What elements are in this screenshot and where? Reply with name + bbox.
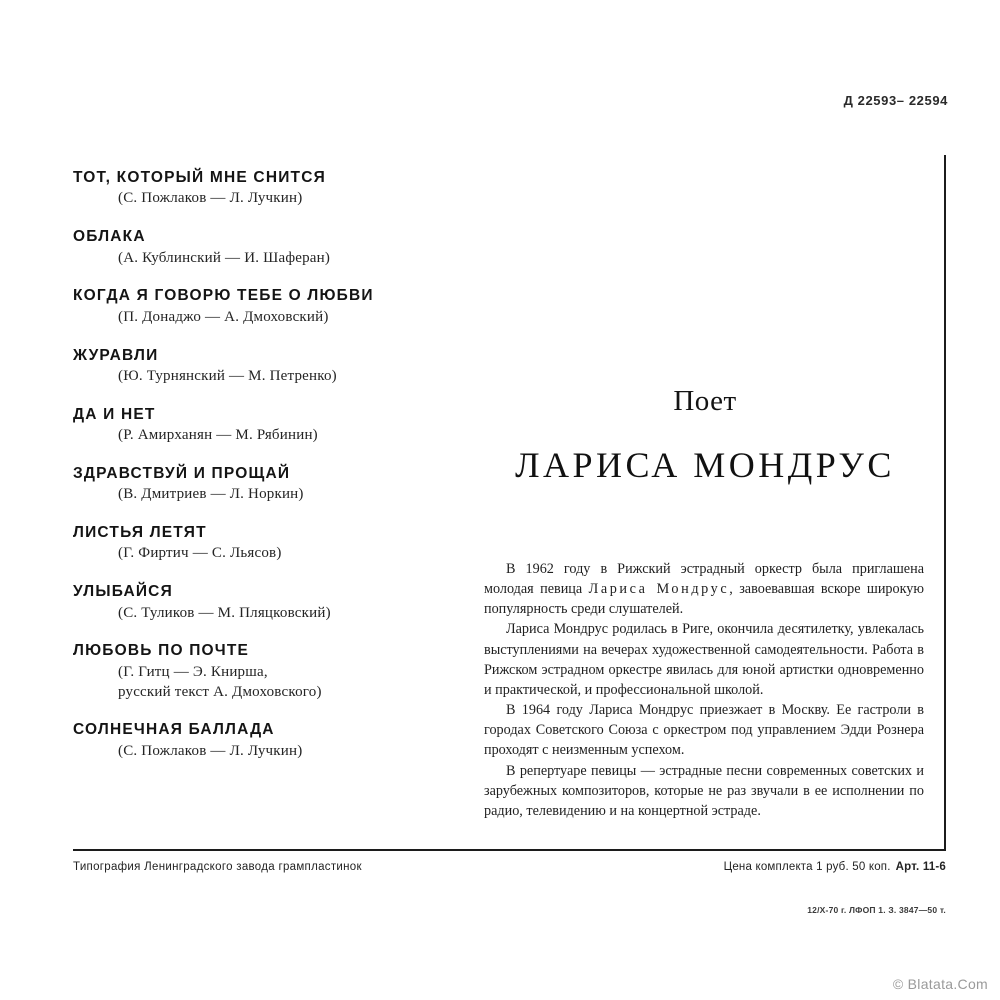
track-item: [73, 720, 443, 761]
track-credit: (П. Донаджо — А. Дмоховский): [118, 308, 329, 325]
vertical-divider-rule: [944, 155, 946, 851]
biography-paragraph-1: [484, 559, 924, 619]
track-credit: (С. Пожлаков — Л. Лучкин): [118, 742, 303, 759]
price-label: Цена комплекта 1 руб. 50 коп.: [723, 861, 891, 873]
track-title: ОБЛАКА: [73, 228, 146, 246]
biography-text: [484, 559, 924, 821]
track-credit: (Ю. Турнянский — М. Петренко): [118, 367, 337, 384]
track-title: ДА И НЕТ: [73, 405, 156, 423]
track-credit: (Г. Гитц — Э. Книрша,: [118, 663, 268, 680]
track-item: [73, 346, 443, 387]
print-imprint-line: 12/X-70 г. ЛФОП 1. З. 3847—50 т.: [807, 905, 946, 915]
track-item: [73, 286, 443, 327]
track-title: ЛИСТЬЯ ЛЕТЯТ: [73, 524, 207, 542]
printer-credit: Типография Ленинградского завода грампластинок: [73, 861, 362, 873]
catalog-number: Д 22593– 22594: [843, 93, 948, 108]
biography-paragraph-4: В репертуаре певицы — эстрадные песни современных советских и зарубежных композиторов, которые не раз звучали в ее исполнении по радио, телевидению и на концертной эстраде.: [484, 762, 924, 819]
bio-p1-before: В 1962 году в Рижский эстрадный оркестр была приглашена молодая певица: [484, 561, 924, 598]
watermark: © Blatata.Com: [892, 976, 988, 992]
track-item: [73, 641, 443, 702]
presents-label: Поет: [673, 385, 737, 417]
track-item: [73, 523, 443, 564]
track-credit: (В. Дмитриев — Л. Норкин): [118, 486, 304, 503]
track-credit: (А. Кублинский — И. Шаферан): [118, 249, 331, 266]
track-title: ТОТ, КОТОРЫЙ МНЕ СНИТСЯ: [73, 169, 326, 186]
track-item: [73, 227, 443, 268]
track-credit: (Г. Фиртич — С. Льясов): [118, 545, 282, 562]
biography-paragraph-2: Лариса Мондрус родилась в Риге, окончила десятилетку, увлекалась выступлениями на вечерах художественной самодеятельности. Работа в Рижском эстрадном оркестре явилась для юной артистки одновременно и практической, и профессиональной школой.: [484, 621, 924, 698]
price-and-article: [724, 861, 946, 873]
track-title: ЖУРАВЛИ: [73, 346, 159, 364]
bio-p1-after: , завоевавшая вскоре широкую популярность среди слушателей.: [484, 581, 925, 618]
horizontal-footer-rule: [73, 849, 946, 851]
track-item: [73, 405, 443, 446]
track-credit: (Р. Амирханян — М. Рябинин): [118, 427, 318, 444]
track-item: [73, 464, 443, 505]
track-title: ЛЮБОВЬ ПО ПОЧТЕ: [73, 642, 250, 660]
biography-paragraph-3: В 1964 году Лариса Мондрус приезжает в Москву. Ее гастроли в городах Советского Союза с оркестром под управлением Эдди Рознера проходят с неизменным успехом.: [484, 702, 924, 759]
article-code: Арт. 11-6: [895, 861, 946, 873]
track-title: СОЛНЕЧНАЯ БАЛЛАДА: [73, 721, 275, 739]
track-item: [73, 582, 443, 623]
track-title: КОГДА Я ГОВОРЮ ТЕБЕ О ЛЮБВИ: [73, 287, 374, 305]
track-credit: (С. Туликов — М. Пляцковский): [118, 604, 331, 621]
bio-artist-name-emphasis: Лариса Мондрус: [588, 581, 730, 598]
track-credit-secondary: русский текст А. Дмоховского): [118, 683, 322, 700]
artist-name: ЛАРИСА МОНДРУС: [515, 445, 895, 485]
tracklist: [73, 168, 443, 762]
track-title: ЗДРАВСТВУЙ И ПРОЩАЙ: [73, 464, 291, 482]
track-title: УЛЫБАЙСЯ: [73, 583, 173, 601]
track-item: [73, 168, 443, 209]
artist-heading-block: [480, 385, 930, 486]
track-credit: (С. Пожлаков — Л. Лучкин): [118, 190, 303, 207]
